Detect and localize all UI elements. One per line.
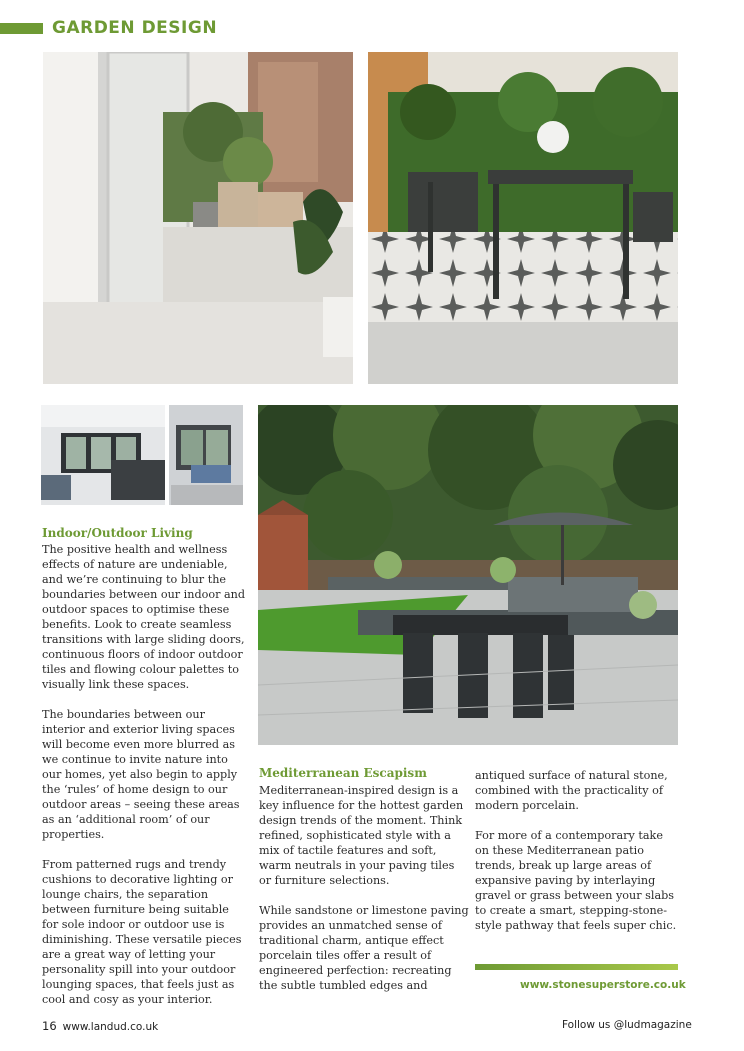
sliding-doors-patio-photo xyxy=(43,52,353,384)
open-plan-kitchen-photo xyxy=(41,405,243,505)
paragraph: While sandstone or limestone paving provides an unmatched sense of traditional charm, antique effect porcelain tiles offer a result of engineered perfection: recreating the subtle tumbled edges and xyxy=(259,904,469,992)
paragraph: The positive health and wellness effects of nature are undeniable, and we’re continuing to blur the boundaries between our indoor and outdoor spaces to optimise these benefits. Look to create seamless transitions with large sliding doors, continuous floors of indoor outdoor tiles and flowing colour palettes to visually link these spaces. xyxy=(42,543,246,691)
mediterranean-body-col2 xyxy=(259,783,469,1008)
section-accent-bar xyxy=(0,23,43,34)
indoor-outdoor-heading: Indoor/Outdoor Living xyxy=(42,526,193,540)
star-tile-dining-photo xyxy=(368,52,678,384)
footer-site[interactable]: www.landud.co.uk xyxy=(62,1021,159,1033)
paragraph: Mediterranean-inspired design is a key influence for the hottest garden design trends of the moment. Think refined, sophisticated style with a mix of tactile features and soft, warm neutrals in your paving tiles or furniture selections. xyxy=(259,784,464,887)
website-link[interactable]: www.stonesuperstore.co.uk xyxy=(520,979,686,991)
indoor-outdoor-body xyxy=(42,542,247,1022)
paragraph: antiqued surface of natural stone, combined with the practicality of modern porcelain. xyxy=(475,769,668,812)
green-divider xyxy=(475,964,678,970)
paragraph: For more of a contemporary take on these Mediterranean patio trends, break up large areas of expansive paving by interlaying gravel or grass between your slabs to create a smart, stepping-stone-style pathway that feels super chic. xyxy=(475,829,677,932)
page-number: 16 xyxy=(42,1019,57,1033)
paragraph: The boundaries between our interior and exterior living spaces will become even more blurred as we continue to invite nature into our homes, yet also begin to apply the ‘rules’ of home design to our outdoor areas – seeing these areas as an ‘additional room’ of our properties. xyxy=(42,708,240,841)
paragraph: From patterned rugs and trendy cushions to decorative lighting or lounge chairs, the separation between furniture being suitable for sole indoor or outdoor use is diminishing. These versatile pieces are a great way of letting your personality spill into your outdoor lounging spaces, that feels just as cool and cosy as your interior. xyxy=(42,858,242,1006)
section-title: GARDEN DESIGN xyxy=(52,18,218,38)
footer-left xyxy=(42,1019,158,1033)
garden-patio-photo xyxy=(258,405,678,745)
footer-social[interactable]: Follow us @ludmagazine xyxy=(562,1019,692,1031)
mediterranean-body-col3 xyxy=(475,768,680,948)
mediterranean-heading: Mediterranean Escapism xyxy=(259,766,427,780)
